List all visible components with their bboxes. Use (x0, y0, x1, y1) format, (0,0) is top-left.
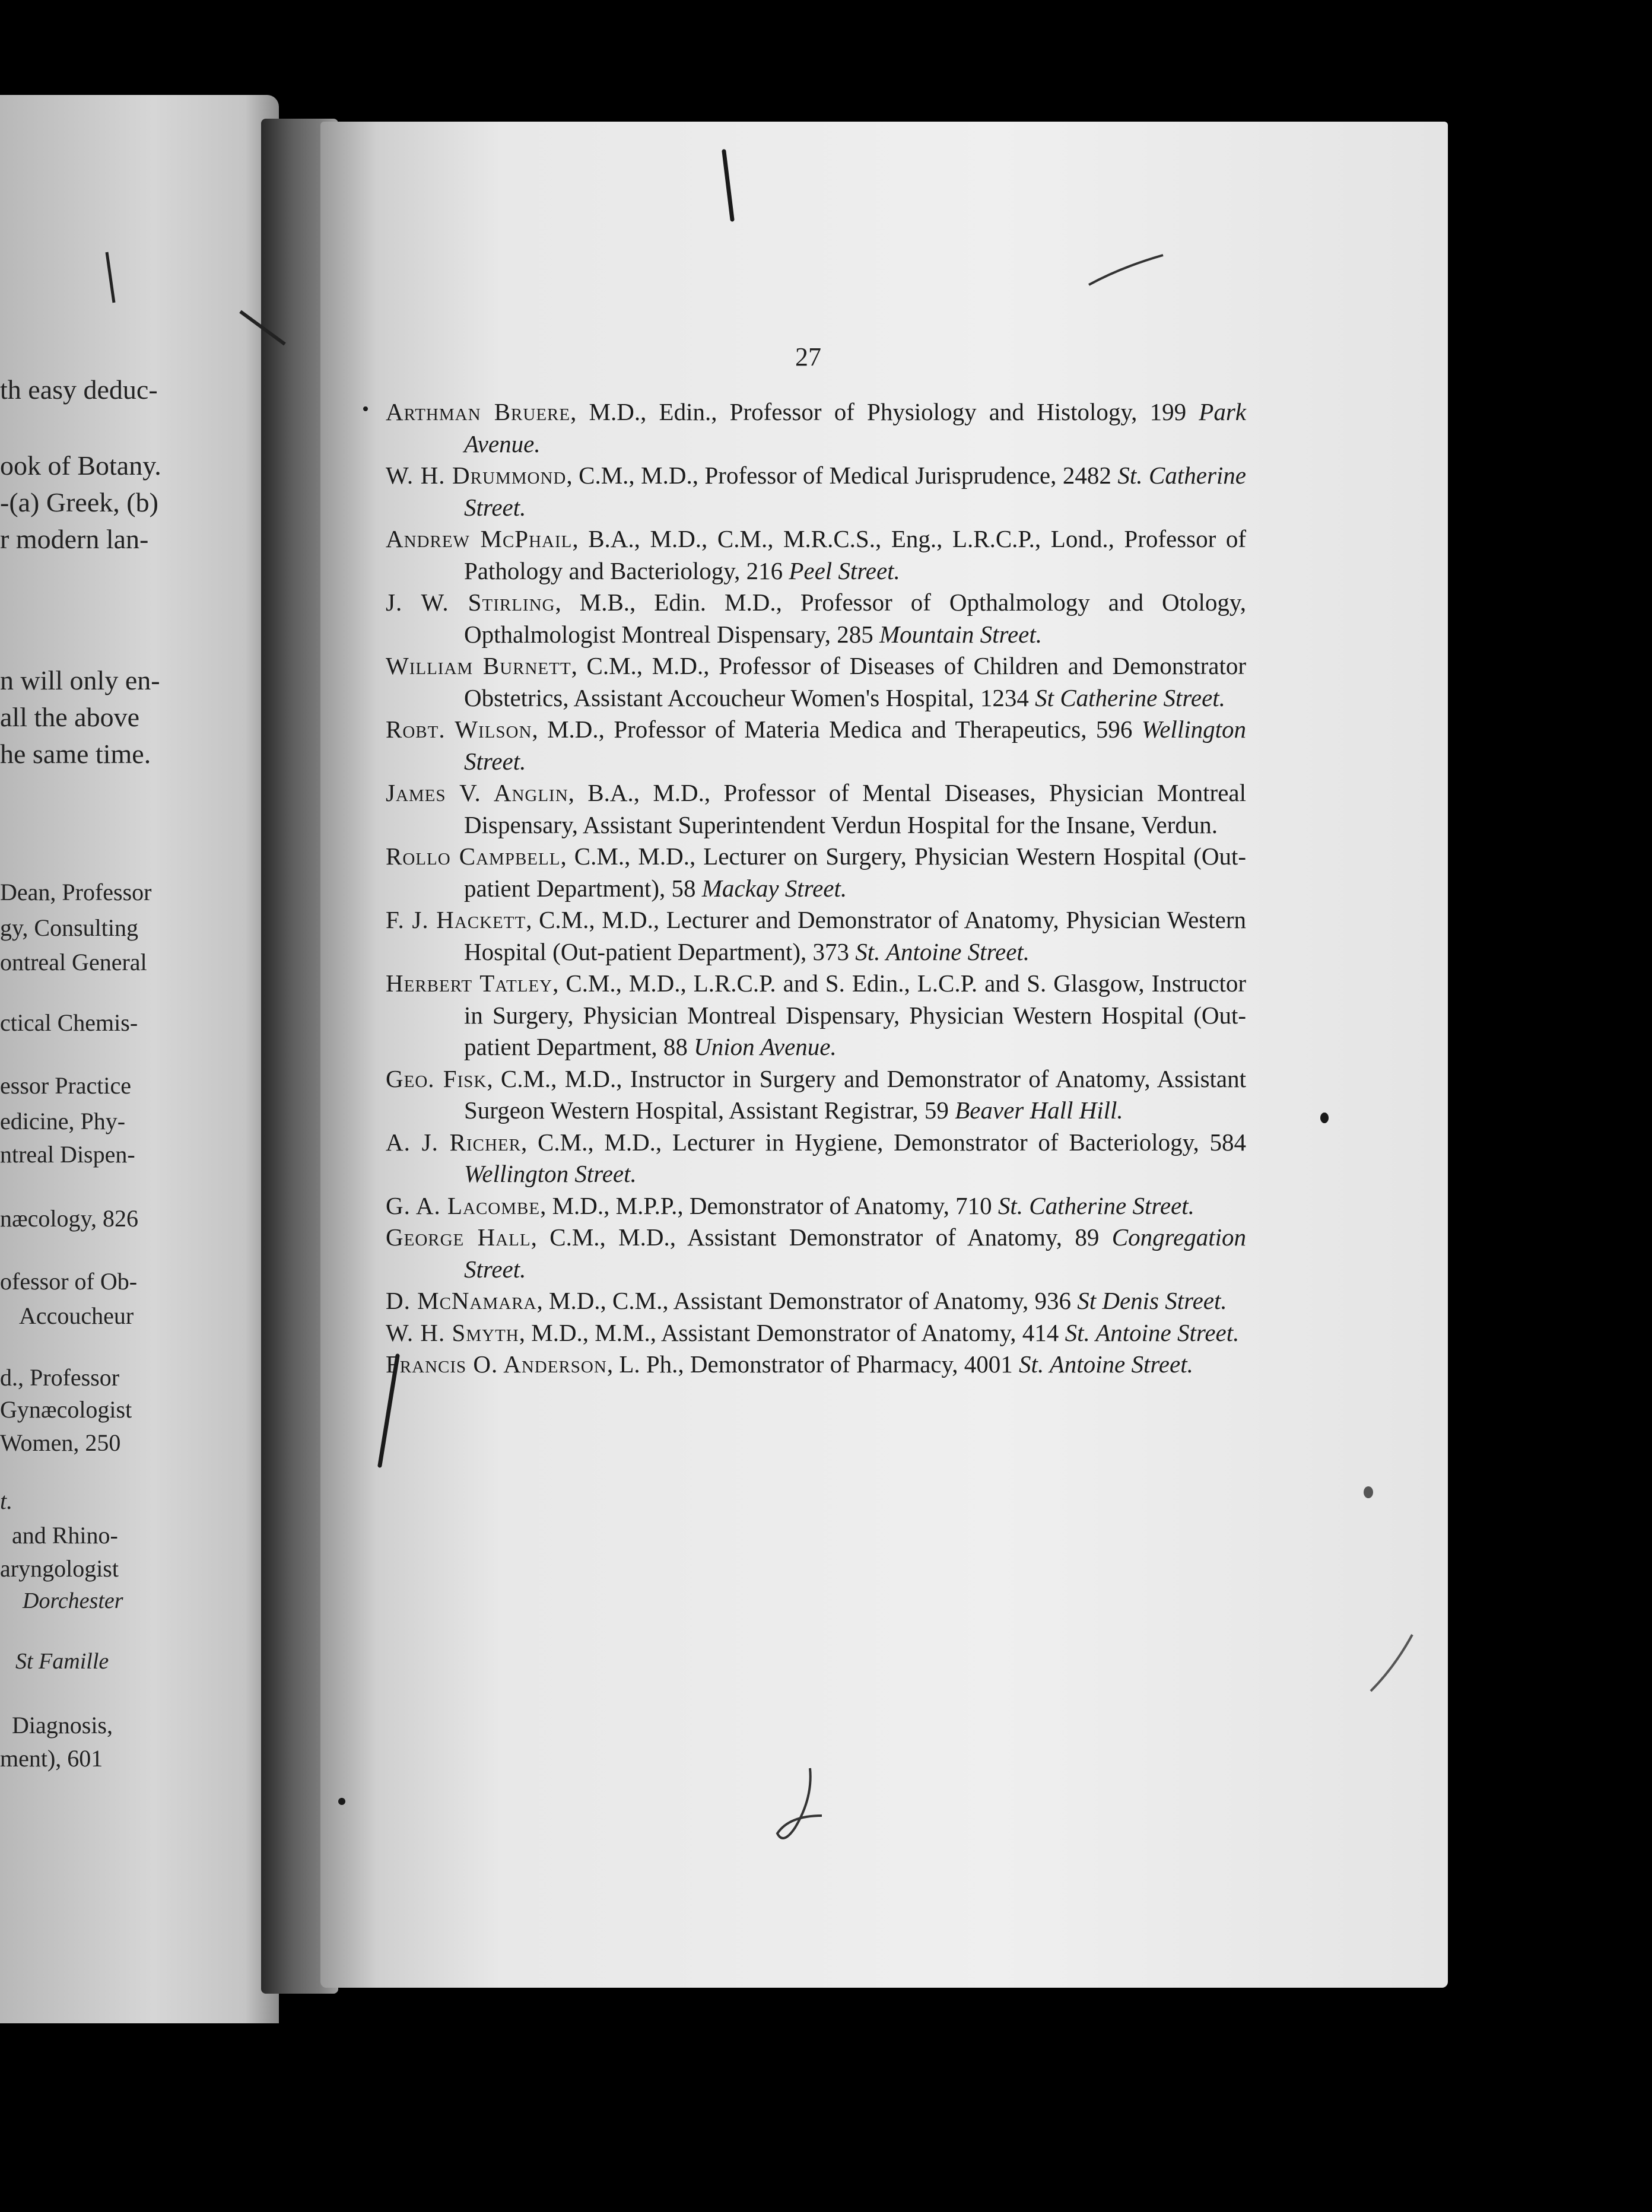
left-line: edicine, Phy- (0, 1108, 126, 1134)
faculty-entry (386, 841, 1246, 904)
pencil-mark-right (1365, 1632, 1418, 1697)
entry-name: W. H. Smyth (386, 1318, 519, 1346)
left-line: essor Practice (0, 1072, 132, 1099)
faculty-entry (386, 1317, 1246, 1349)
entry-text: , C.M., M.D., Professor of Medical Jurisprudence, 2482 (566, 462, 1118, 489)
entry-text: , C.M., M.D., Lecturer on Surgery, Physician Western Hospital (Out-patient Department), 58 (464, 843, 1246, 902)
entry-name: D. McNamara (386, 1287, 537, 1314)
entry-text: , C.M., M.D., Assistant Demonstrator of Anatomy, 89 (530, 1223, 1112, 1251)
entry-name: Geo. Fisk (386, 1064, 487, 1092)
faculty-entry (386, 1063, 1246, 1127)
entry-name: George Hall (386, 1223, 531, 1251)
left-line: and Rhino- (12, 1522, 118, 1549)
entry-address: Wellington Street. (464, 1160, 637, 1187)
left-line: he same time. (0, 739, 151, 769)
left-line: ofessor of Ob- (0, 1268, 138, 1295)
pencil-mark-diag (237, 309, 291, 350)
left-line: Diagnosis, (12, 1712, 113, 1739)
faculty-entry (386, 650, 1246, 714)
entry-name: G. A. Lacombe (386, 1191, 541, 1219)
ink-dot (1364, 1486, 1373, 1498)
pencil-mark-curve (1086, 249, 1169, 291)
entry-text: , M.D., M.P.P., Demonstrator of Anatomy, 710 (540, 1191, 998, 1219)
entry-name: J. W. Stirling (386, 589, 555, 616)
entry-address: St. Antoine Street. (1019, 1350, 1193, 1378)
left-line: aryngologist (0, 1555, 119, 1582)
entry-address: Mountain Street. (879, 620, 1043, 648)
entry-text: , C.M., M.D., Lecturer and Demonstrator of Anatomy, Physician Western Hospital (Out-patient Department), 373 (464, 906, 1246, 965)
entry-text: , L. Ph., Demonstrator of Pharmacy, 4001 (606, 1350, 1019, 1378)
entry-name: Arthman Bruere (386, 398, 571, 425)
entry-name: F. J. Hackett (386, 906, 526, 933)
entry-address: St. Antoine Street. (855, 937, 1030, 965)
left-line: ctical Chemis- (0, 1009, 138, 1036)
left-line: ntreal Dispen- (0, 1141, 135, 1168)
entry-text: , M.D., Professor of Materia Medica and Therapeutics, 596 (532, 716, 1142, 743)
entry-name: Rollo Campbell (386, 843, 561, 870)
entry-address: Peel Street. (789, 557, 900, 584)
pencil-mark-left (101, 249, 125, 309)
faculty-entry (386, 523, 1246, 587)
left-line: t. (0, 1488, 13, 1514)
entry-address: Mackay Street. (701, 874, 847, 902)
faculty-list (386, 396, 1246, 1381)
left-line: r modern lan- (0, 524, 149, 554)
left-line: all the above (0, 702, 140, 732)
left-facing-page (0, 95, 279, 2023)
entry-text: , M.D., M.M., Assistant Demonstrator of Anatomy, 414 (519, 1318, 1065, 1346)
entry-address: St Catherine Street. (1035, 684, 1225, 711)
ink-dot (338, 1798, 345, 1805)
page-number: 27 (795, 342, 821, 371)
left-line: th easy deduc- (0, 374, 158, 405)
entry-text: , M.D., Edin., Professor of Physiology and Histology, 199 (570, 398, 1199, 425)
entry-text: , B.A., M.D., Professor of Mental Diseases, Physician Montreal Dispensary, Assistant Superintendent Verdun Hospital for the Insane, Verdun. (464, 779, 1246, 838)
entry-name: W. H. Drummond (386, 462, 567, 489)
entry-address: Union Avenue. (694, 1033, 837, 1060)
entry-name: Herbert Tatley (386, 970, 553, 997)
faculty-entry (386, 587, 1246, 650)
left-line: n will only en- (0, 665, 160, 695)
left-line: ontreal General (0, 949, 147, 975)
entry-address: Park Avenue. (464, 398, 1246, 457)
faculty-entry (386, 1190, 1246, 1222)
entry-address: St. Antoine Street. (1065, 1318, 1240, 1346)
entry-address: Wellington Street. (464, 716, 1246, 775)
ink-dot (1320, 1113, 1329, 1123)
entry-text: , C.M., M.D., Instructor in Surgery and Demonstrator of Anatomy, Assistant Surgeon Western Hospital, Assistant Registrar, 59 (464, 1064, 1247, 1124)
faculty-entry (386, 460, 1246, 523)
pencil-mark-top (712, 148, 748, 225)
entry-text: , M.D., C.M., Assistant Demonstrator of Anatomy, 936 (536, 1287, 1078, 1314)
faculty-entry (386, 1349, 1246, 1381)
faculty-entry (386, 904, 1246, 968)
entry-name: Robt. Wilson (386, 716, 532, 743)
entry-name: A. J. Richer (386, 1128, 521, 1156)
left-line: ment), 601 (0, 1745, 103, 1772)
entry-address: St. Catherine Street. (464, 462, 1246, 521)
left-line: gy, Consulting (0, 914, 138, 941)
entry-address: Congregation Street. (464, 1223, 1247, 1283)
faculty-entry (386, 396, 1246, 460)
left-line: St Famille (15, 1649, 109, 1674)
faculty-entry (386, 777, 1246, 841)
left-line: d., Professor (0, 1364, 120, 1391)
pencil-mark-margin (374, 1353, 409, 1472)
faculty-entry (386, 1285, 1246, 1317)
left-line: Gynæcologist (0, 1396, 132, 1423)
entry-address: St. Catherine Street. (997, 1191, 1194, 1219)
entry-name: Francis O. Anderson (386, 1350, 607, 1378)
entry-address: St Denis Street. (1077, 1287, 1227, 1314)
entry-text: , C.M., M.D., Lecturer in Hygiene, Demonstrator of Bacteriology, 584 (520, 1128, 1246, 1156)
entry-text: , C.M., M.D., Professor of Diseases of Children and Demonstrator Obstetrics, Assistant Accoucheur Women's Hospital, 1234 (464, 652, 1246, 711)
left-line: næcology, 826 (0, 1205, 138, 1232)
entry-text: , C.M., M.D., L.R.C.P. and S. Edin., L.C.P. and S. Glasgow, Instructor in Surgery, Physician Montreal Dispensary, Physician Western Hospital (Out-patient Department, 88 (464, 970, 1246, 1060)
ink-dot (363, 406, 368, 411)
left-line: Dean, Professor (0, 879, 152, 905)
faculty-entry (386, 714, 1246, 777)
entry-name: James V. Anglin (386, 779, 568, 806)
left-line: ook of Botany. (0, 450, 161, 481)
entry-text: , B.A., M.D., C.M., M.R.C.S., Eng., L.R.C.P., Lond., Professor of Pathology and Bacteriology, 216 (464, 525, 1247, 584)
faculty-entry (386, 968, 1246, 1063)
left-line: -(a) Greek, (b) (0, 487, 158, 517)
left-line: Dorchester (23, 1588, 123, 1613)
pencil-mark-bottom (765, 1762, 837, 1851)
entry-address: Beaver Hall Hill. (955, 1097, 1123, 1124)
faculty-entry (386, 1127, 1246, 1190)
faculty-entry (386, 1222, 1246, 1285)
entry-name: William Burnett (386, 652, 571, 679)
left-line: Accoucheur (19, 1302, 134, 1329)
entry-text: , M.B., Edin. M.D., Professor of Opthalmology and Otology, Opthalmologist Montreal Dispensary, 285 (464, 589, 1246, 648)
entry-name: Andrew McPhail (386, 525, 573, 552)
left-line: Women, 250 (0, 1429, 121, 1456)
